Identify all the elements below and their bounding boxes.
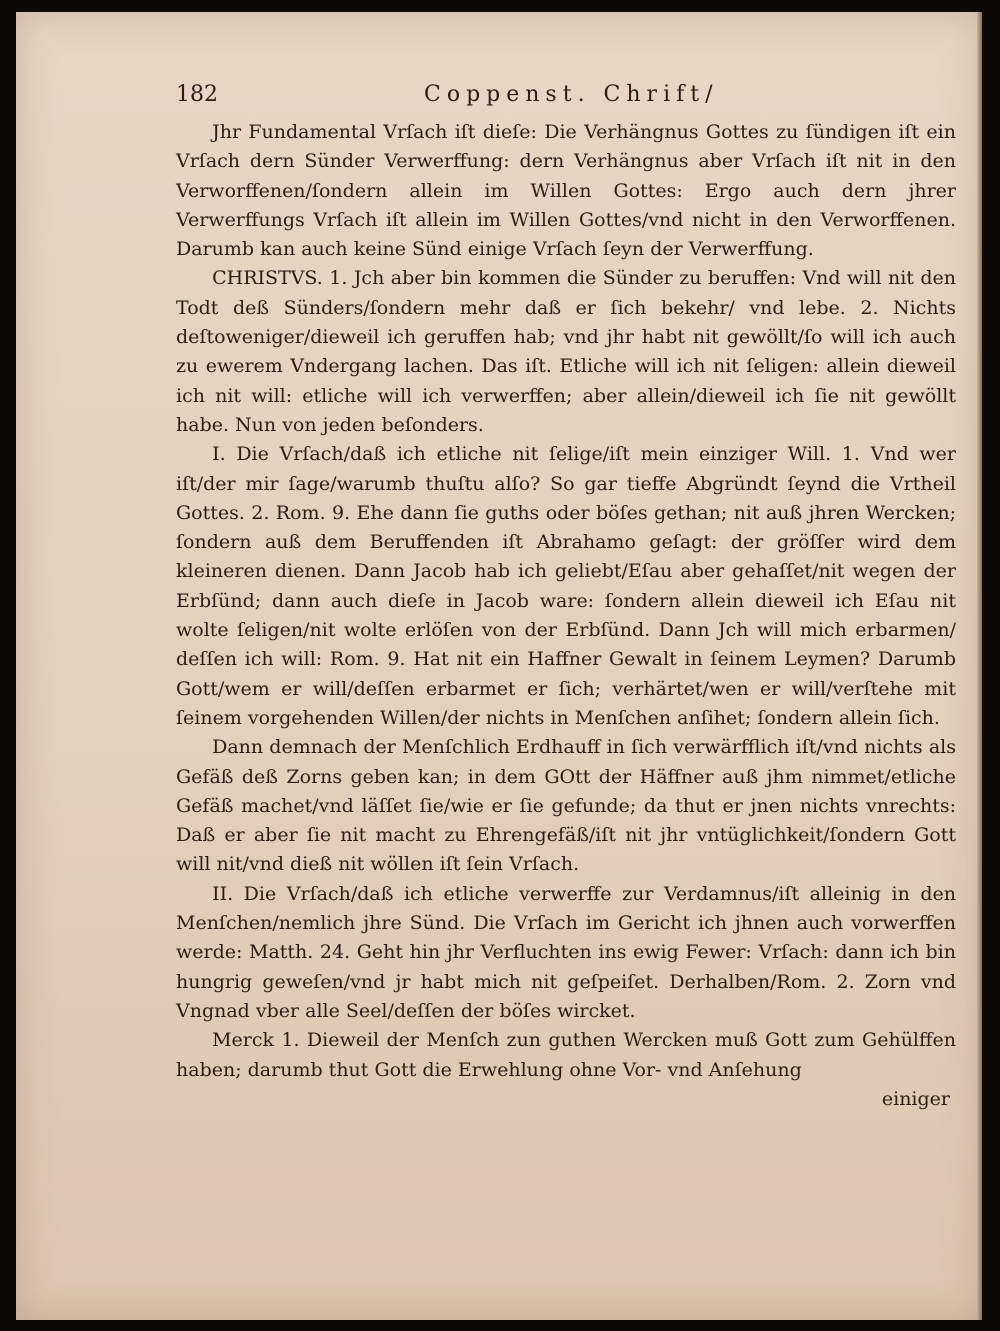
paragraph-fundamental: Jhr Fundamental Vrſach iſt dieſe: Die Verhängnus Gottes zu ſündigen iſt ein Vrſach dern Sünder Verwerffung: dern Verhängnus aber Vrſach iſt nit in den Verworffenen/ſondern allein im Willen Gottes: Ergo auch dern jhrer Verwerffungs Vrſach iſt allein im Willen Gottes/vnd nicht in den Verworffenen. Darumb kan auch keine Sünd einige Vrſach ſeyn der Verwerffung. bbox=[176, 121, 956, 261]
page-number: 182 bbox=[176, 82, 218, 107]
paragraph-point-one: I. Die Vrſach/daß ich etliche nit ſelige/iſt mein einziger Will. 1. Vnd wer iſt/der mir ſage/warumb thuſtu alſo? So gar tieffe Abgründt ſeynd die Vrtheil Gottes. 2. Rom. 9. Ehe dann ſie guths oder böſes gethan; nit auß jhren Wercken; ſondern auß dem Beruffenden iſt Abrahamo geſagt: der gröſſer wird dem kleineren dienen. Dann Jacob hab ich geliebt/Eſau aber gehaſſet/nit wegen der Erbſünd; dann auch dieſe in Jacob ware: ſondern allein dieweil ich Eſau nit wolte ſeligen/nit wolte erlöſen von der Erbſünd. Dann Jch will mich erbarmen/ deſſen ich will: Rom. 9. Hat nit ein Haffner Gewalt in ſeinem Leymen? Darumb Gott/wem er will/deſſen erbarmet er ſich; verhärtet/wen er will/verſtehe mit ſeinem vorgehenden Willen/der nichts in Menſchen anſihet; ſondern allein ſich. bbox=[176, 443, 956, 729]
paragraph-christus: CHRISTVS. 1. Jch aber bin kommen die Sünder zu beruffen: Vnd will nit den Todt deß Sünders/ſondern mehr daß er ſich bekehr/ vnd lebe. 2. Nichts deſtoweniger/dieweil ich geruffen hab; vnd jhr habt nit gewöllt/ſo will ich auch zu ewerem Vndergang lachen. Das iſt. Etliche will ich nit ſeligen: allein dieweil ich nit will: etliche will ich verwerffen; aber allein/dieweil ich ſie nit gewöllt habe. Nun von jeden beſonders. bbox=[176, 267, 956, 436]
page-text bbox=[176, 74, 956, 1114]
page-edge bbox=[977, 12, 982, 1320]
paragraph-demnach: Dann demnach der Menſchlich Erdhauff in ſich verwärfflich iſt/vnd nichts als Gefäß deß Zorns geben kan; in dem GOtt der Häffner auß jhm nimmet/etliche Gefäß machet/vnd läſſet ſie/wie er ſie gefunde; da thut er jnen nichts vnrechts: Daß er aber ſie nit macht zu Ehrengefäß/iſt nit jhr vntüglichkeit/ſondern Gott will nit/vnd dieß nit wöllen iſt ſein Vrſach. bbox=[176, 736, 956, 876]
book-page bbox=[16, 12, 982, 1320]
running-head: Coppenst. Chrift/ bbox=[424, 82, 719, 107]
catchword: einiger bbox=[881, 1087, 950, 1110]
paragraph-merck: Merck 1. Dieweil der Menſch zun guthen Wercken muß Gott zum Gehülffen haben; darumb thut Gott die Erwehlung ohne Vor- vnd Anſehung bbox=[176, 1029, 956, 1081]
page-header bbox=[176, 74, 956, 118]
paragraph-point-two: II. Die Vrſach/daß ich etliche verwerffe zur Verdamnus/iſt alleinig in den Menſchen/nemlich jhre Sünd. Die Vrſach im Gericht ich jhnen auch vorwerffen werde: Matth. 24. Geht hin jhr Verfluchten ins ewig Fewer: Vrſach: dann ich bin hungrig geweſen/vnd jr habt mich nit geſpeiſet. Derhalben/Rom. 2. Zorn vnd Vngnad vber alle Seel/deſſen der böſes wircket. bbox=[176, 882, 956, 1022]
